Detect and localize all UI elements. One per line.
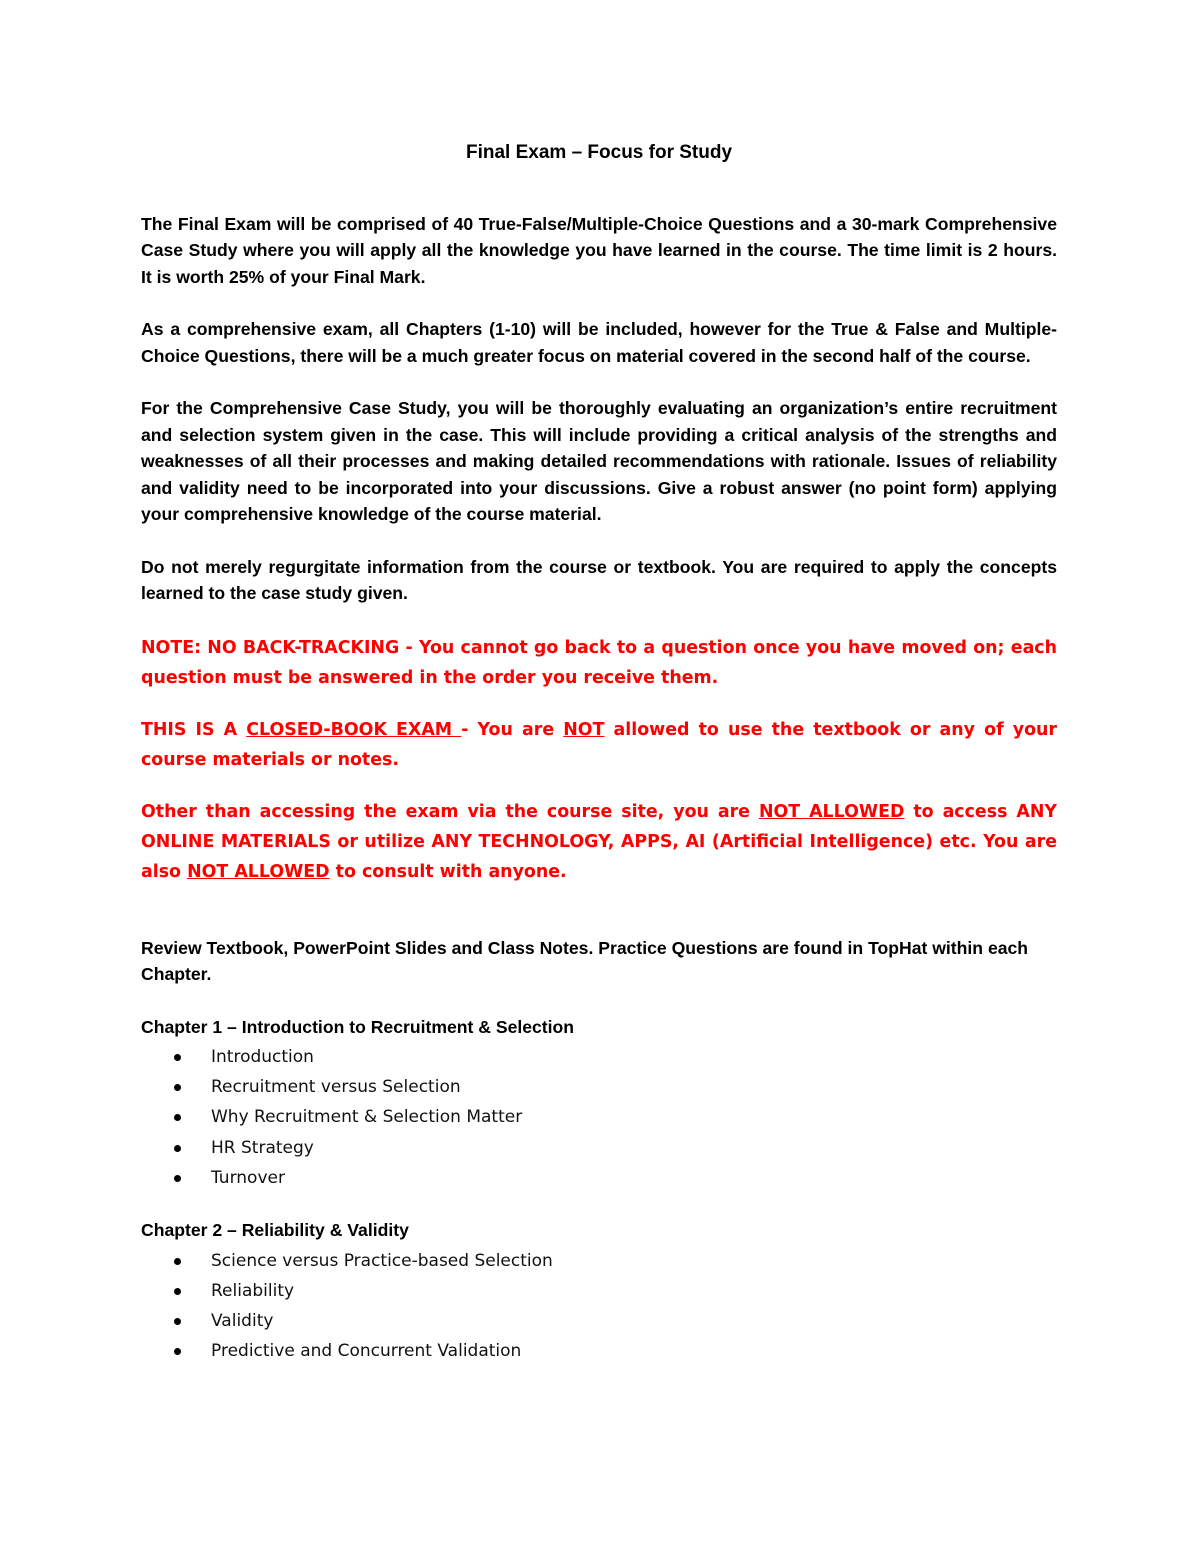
closed-book-not: NOT	[563, 719, 605, 740]
list-item	[211, 1163, 1057, 1193]
chapter-1-section	[141, 1014, 1057, 1194]
list-item	[211, 1306, 1057, 1336]
bullet-icon	[174, 1084, 181, 1091]
bullet-icon	[174, 1258, 181, 1265]
closed-book-underlined: CLOSED-BOOK EXAM	[246, 719, 462, 740]
closed-book-prefix: THIS IS A	[141, 719, 247, 740]
topic-label: Recruitment versus Selection	[211, 1077, 461, 1098]
list-item	[211, 1102, 1057, 1132]
chapters-paragraph: As a comprehensive exam, all Chapters (1-10) will be included, however for the True & False and Multiple-Choice Questions, there will be a much greater focus on material covered in the second half of the course.	[141, 319, 1057, 366]
bullet-icon	[174, 1114, 181, 1121]
list-item	[211, 1276, 1057, 1306]
bullet-icon	[174, 1145, 181, 1152]
case-study-paragraph: For the Comprehensive Case Study, you will be thoroughly evaluating an organization’s entire recruitment and selection system given in the case. This will include providing a critical analysis of the strengths and weaknesses of all their processes and making detailed recommendations with rationale. Issues of reliability and validity need to be incorporated into your discussions. Give a robust answer (no point form) applying your comprehensive knowledge of the course material.	[141, 398, 1057, 524]
not-allowed-underlined-1: NOT ALLOWED	[758, 801, 905, 822]
topic-label: Why Recruitment & Selection Matter	[211, 1107, 523, 1128]
page-title: Final Exam – Focus for Study	[465, 142, 733, 163]
regurgitate-paragraph: Do not merely regurgitate information from the course or textbook. You are required to apply the concepts learned to the case study given.	[141, 556, 1057, 603]
list-item	[211, 1042, 1057, 1072]
closed-book-warning	[141, 715, 1057, 775]
topic-label: Validity	[211, 1310, 274, 1331]
topic-label: Introduction	[211, 1047, 314, 1067]
closed-book-suffix: allowed to use the textbook or any of your course materials or notes.	[141, 719, 1057, 770]
not-allowed-underlined-2: NOT ALLOWED	[187, 861, 330, 882]
other-suffix: to consult with anyone.	[329, 861, 567, 882]
list-item	[211, 1133, 1057, 1163]
topic-label: Science versus Practice-based Selection	[211, 1250, 553, 1271]
closed-book-middle: - You are	[461, 719, 564, 740]
bullet-icon	[174, 1348, 181, 1355]
backtracking-warning: NOTE: NO BACK-TRACKING - You cannot go back to a question once you have moved on; each question must be answered in the order you receive them.	[141, 637, 1057, 688]
list-item	[211, 1072, 1057, 1102]
exam-overview-paragraph: The Final Exam will be comprised of 40 True-False/Multiple-Choice Questions and a 30-mark Comprehensive Case Study where you will apply all the knowledge you have learned in the course. The time limit is 2 hours. It is worth 25% of your Final Mark.	[141, 213, 1057, 287]
list-item	[211, 1246, 1057, 1276]
review-instructions: Review Textbook, PowerPoint Slides and Class Notes. Practice Questions are found in TopHat within each Chapter.	[141, 937, 1029, 984]
bullet-icon	[174, 1288, 181, 1295]
chapter-1-topic-list	[141, 1042, 1057, 1193]
bullet-icon	[174, 1054, 181, 1061]
topic-label: HR Strategy	[211, 1137, 314, 1158]
chapter-2-topic-list	[141, 1246, 1057, 1367]
other-prefix: Other than accessing the exam via the course site, you are	[141, 801, 759, 822]
no-online-materials-warning	[141, 797, 1057, 887]
chapter-2-title: Chapter 2 – Reliability & Validity	[141, 1220, 409, 1241]
list-item	[211, 1336, 1057, 1366]
topic-label: Turnover	[211, 1167, 285, 1188]
chapter-1-title: Chapter 1 – Introduction to Recruitment & Selection	[141, 1016, 575, 1037]
other-middle: to access ANY ONLINE MATERIALS or utilize ANY TECHNOLOGY, APPS, AI (Artificial Intelligence) etc. You are also	[141, 801, 1057, 882]
document-page	[141, 140, 1057, 1390]
bullet-icon	[174, 1175, 181, 1182]
chapter-2-section	[141, 1217, 1057, 1366]
topic-label: Reliability	[211, 1280, 295, 1301]
topic-label: Predictive and Concurrent Validation	[211, 1341, 522, 1362]
bullet-icon	[174, 1318, 181, 1325]
